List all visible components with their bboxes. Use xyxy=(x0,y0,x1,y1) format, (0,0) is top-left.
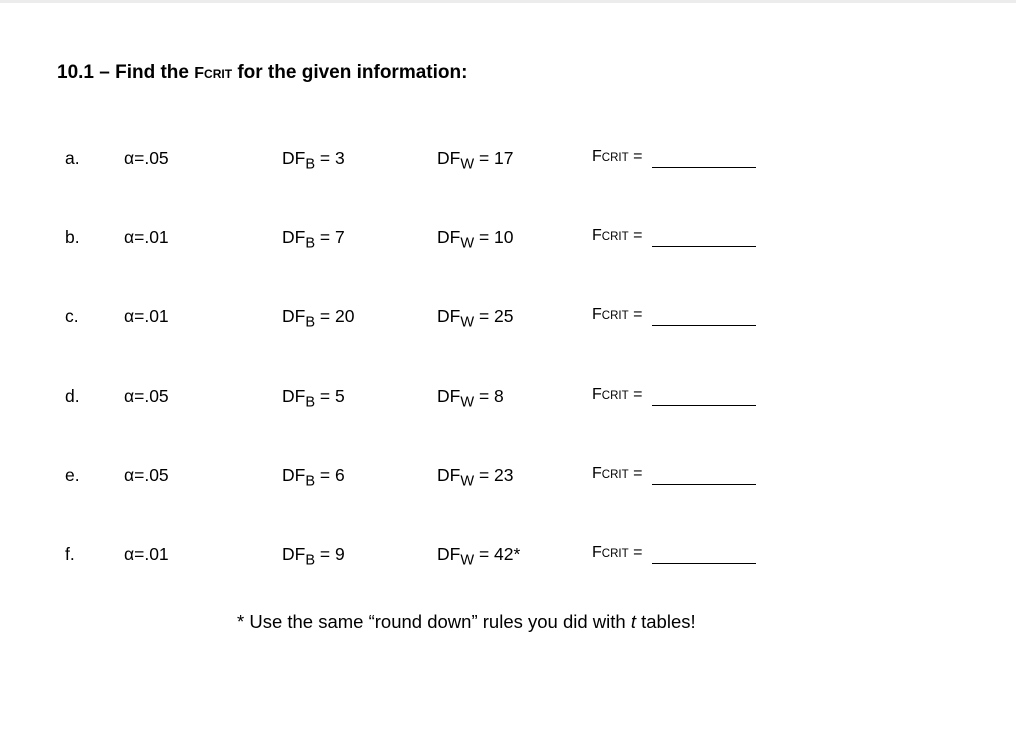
problem-letter: b. xyxy=(65,227,80,247)
problem-letter: c. xyxy=(65,306,79,326)
title-f-letter: F xyxy=(194,65,205,82)
round-down-note: * Use the same “round down” rules you did with t tables! xyxy=(237,611,696,632)
df-between: $DF_B = 3$ xyxy=(282,148,345,173)
page-top-border xyxy=(0,0,1016,3)
fcrit-label: FCRIT = xyxy=(592,306,643,323)
df-between: $DF_B = 7$ xyxy=(282,227,345,252)
fcrit-answer-blank[interactable] xyxy=(652,167,756,168)
df-within: $DF_W = 10$ xyxy=(437,227,514,252)
fcrit-label: FCRIT = xyxy=(592,544,643,561)
problem-row-f xyxy=(0,544,1016,574)
fcrit-label: FCRIT = xyxy=(592,148,643,165)
problem-letter: e. xyxy=(65,465,80,485)
df-within: $DF_W = 25$ xyxy=(437,306,514,331)
df-between: $DF_B = 20$ xyxy=(282,306,355,331)
df-between: $DF_B = 5$ xyxy=(282,386,345,411)
fcrit-label: FCRIT = xyxy=(592,386,643,403)
problem-letter: a. xyxy=(65,148,80,168)
df-between: $DF_B = 9$ xyxy=(282,544,345,569)
alpha-value: α=.05 xyxy=(124,465,169,485)
problem-row-e xyxy=(0,465,1016,495)
df-within: $DF_W = 8$ xyxy=(437,386,504,411)
problem-row-d xyxy=(0,386,1016,416)
problem-row-b xyxy=(0,227,1016,257)
fcrit-label: FCRIT = xyxy=(592,465,643,482)
problem-row-c xyxy=(0,306,1016,336)
fcrit-answer-blank[interactable] xyxy=(652,246,756,247)
alpha-value: α=.01 xyxy=(124,227,169,247)
fcrit-answer-blank[interactable] xyxy=(652,325,756,326)
title-suffix: for the given information: xyxy=(232,62,468,83)
df-between: $DF_B = 6$ xyxy=(282,465,345,490)
title-f-subscript: CRIT xyxy=(204,67,233,81)
df-within: $DF_W = 23$ xyxy=(437,465,514,490)
problem-row-a xyxy=(0,148,1016,178)
alpha-value: α=.05 xyxy=(124,148,169,168)
problem-letter: d. xyxy=(65,386,80,406)
alpha-value: α=.01 xyxy=(124,544,169,564)
page-title xyxy=(57,62,467,84)
problem-letter: f. xyxy=(65,544,75,564)
fcrit-answer-blank[interactable] xyxy=(652,484,756,485)
title-prefix: 10.1 – Find the xyxy=(57,62,195,83)
alpha-value: α=.05 xyxy=(124,386,169,406)
df-within: $DF_W = 42*$ xyxy=(437,544,521,569)
df-within: $DF_W = 17$ xyxy=(437,148,514,173)
fcrit-label: FCRIT = xyxy=(592,227,643,244)
alpha-value: α=.01 xyxy=(124,306,169,326)
fcrit-answer-blank[interactable] xyxy=(652,405,756,406)
fcrit-answer-blank[interactable] xyxy=(652,563,756,564)
